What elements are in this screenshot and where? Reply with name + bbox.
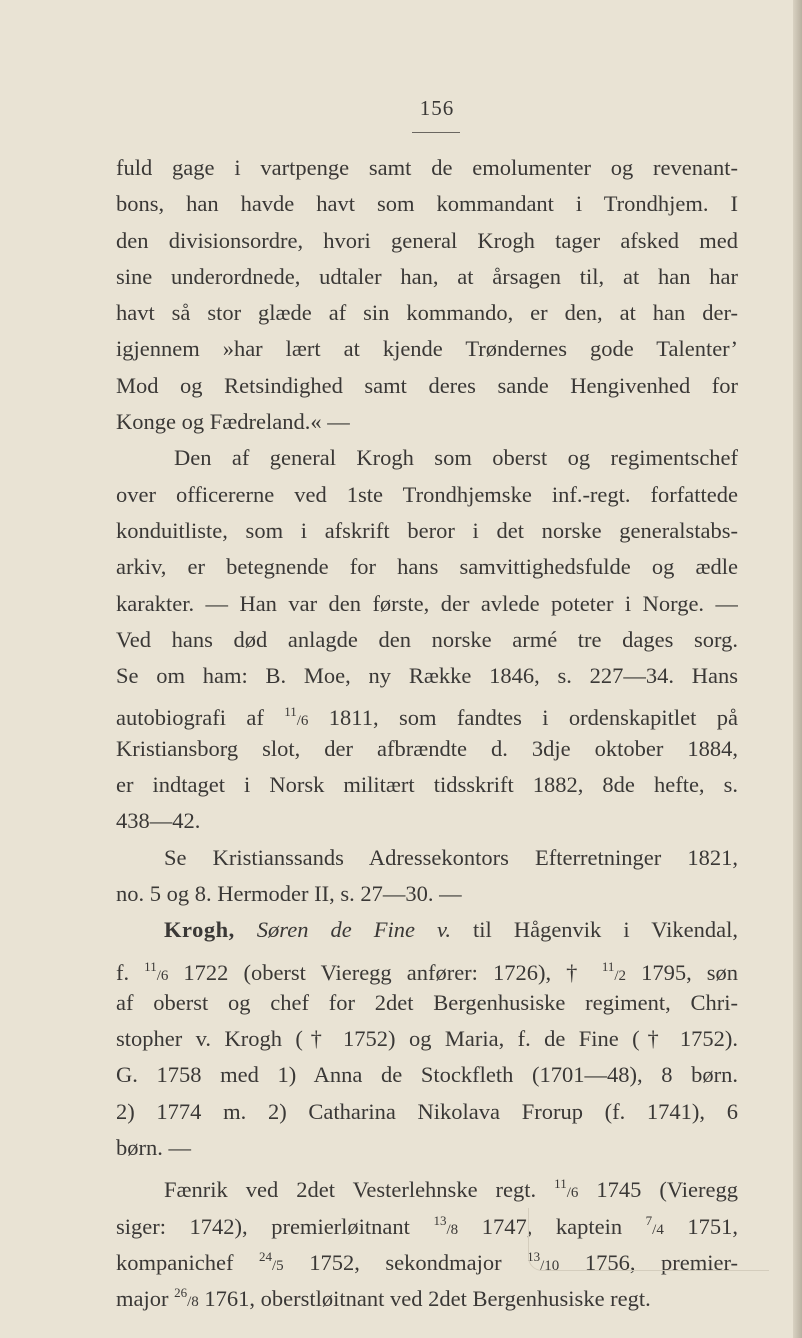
entry-full-name: Søren de Fine v. — [256, 917, 451, 943]
text-line: bons, han havde havt som kommandant i Trondhjem. I — [116, 191, 738, 217]
text-segment: 1751, — [663, 1213, 738, 1239]
page-edge — [793, 0, 802, 1338]
fraction-numerator: 11 — [601, 958, 615, 974]
text-line: stopher v. Krogh († 1752) og Maria, f. de Fine († 1752). — [116, 1026, 738, 1052]
text-line: over officererne ved 1ste Trondhjemske inf.-regt. forfattede — [116, 481, 738, 507]
text-line: børn. — — [116, 1135, 191, 1161]
fraction-numerator: 24 — [259, 1248, 272, 1264]
fraction-denominator: /6 — [566, 1185, 579, 1202]
text-line: havt så stor glæde af sin kommando, er den, at han der- — [116, 300, 738, 326]
text-segment: siger: 1742), premierløitnant — [116, 1213, 434, 1239]
fraction-numerator: 13 — [527, 1248, 541, 1264]
text-line: 2) 1774 m. 2) Catharina Nikolava Frorup (f. 1741), 6 — [116, 1098, 738, 1124]
text-segment: 1795, søn — [626, 959, 738, 985]
text-line: Den af general Krogh som oberst og regimentschef — [174, 445, 738, 471]
page-number: 156 — [419, 96, 455, 120]
fraction-denominator: /6 — [156, 967, 169, 984]
fraction-denominator: /8 — [187, 1294, 199, 1311]
fraction-numerator: 7 — [645, 1212, 653, 1228]
text-line — [116, 694, 738, 730]
fraction-denominator: /8 — [446, 1221, 459, 1238]
text-line: konduitliste, som i afskrift beror i det norske generalstabs- — [116, 517, 738, 543]
fraction-denominator: /2 — [614, 967, 627, 984]
text-segment: 1811, som fandtes i ordenskapitlet på — [308, 705, 738, 731]
text-segment: 1752, sekondmajor — [283, 1249, 528, 1275]
page-number-rule — [412, 132, 460, 133]
fraction-denominator: /5 — [272, 1257, 284, 1274]
fraction-numerator: 11 — [144, 958, 157, 974]
text-line: Se Kristianssands Adressekontors Efterretninger 1821, — [164, 844, 738, 870]
text-segment: til Hågenvik i Vikendal, — [473, 917, 738, 943]
text-segment: autobiografi af — [116, 705, 285, 731]
body-text — [116, 150, 738, 1312]
text-line: karakter. — Han var den første, der avlede poteter i Norge. — — [116, 590, 738, 616]
text-segment: 1756, premier- — [559, 1249, 738, 1275]
text-line: no. 5 og 8. Hermoder II, s. 27—30. — — [116, 880, 462, 906]
text-line: Kristiansborg slot, der afbrændte d. 3dje oktober 1884, — [116, 735, 738, 761]
text-line: 438—42. — [116, 808, 201, 834]
text-line — [116, 1275, 738, 1311]
fraction-numerator: 26 — [174, 1285, 188, 1301]
text-segment: kompanichef — [116, 1249, 259, 1275]
text-segment: 1745 (Vieregg — [578, 1177, 738, 1203]
text-segment: f. — [116, 959, 145, 985]
text-line: af oberst og chef for 2det Bergenhusiske regiment, Chri- — [116, 989, 738, 1015]
text-line: er indtaget i Norsk militært tidsskrift 1882, 8de hefte, s. — [116, 772, 738, 798]
fraction-denominator: /4 — [652, 1221, 664, 1238]
text-segment: major — [116, 1286, 175, 1312]
text-segment: 1747, kaptein — [458, 1213, 646, 1239]
fraction-numerator: 11 — [554, 1176, 567, 1192]
fraction-numerator: 11 — [284, 704, 297, 720]
text-segment: Fænrik ved 2det Vesterlehnske regt. — [164, 1177, 555, 1203]
fraction-denominator: /6 — [296, 713, 309, 730]
text-line: fuld gage i vartpenge samt de emolumenter og revenant- — [116, 155, 738, 180]
text-line: sine underordnede, udtaler han, at årsagen til, at han har — [116, 263, 738, 289]
text-line: Se om ham: B. Moe, ny Række 1846, s. 227—34. Hans — [116, 663, 738, 689]
text-segment: 1722 (oberst Vieregg anfører: 1726), † — [168, 959, 602, 985]
text-line: Ved hans død anlagde den norske armé tre dages sorg. — [116, 626, 738, 652]
text-line — [116, 912, 738, 948]
text-line — [116, 949, 738, 985]
fraction-denominator: /10 — [540, 1257, 560, 1274]
text-line: arkiv, er betegnende for hans samvittighedsfulde og ædle — [116, 554, 738, 580]
text-line: den divisionsordre, hvori general Krogh tager afsked med — [116, 227, 738, 253]
text-line: igjennem »har lært at kjende Trøndernes gode Talenter’ — [116, 336, 738, 362]
text-line: Konge og Fædreland.« — — [116, 409, 350, 435]
text-line: Mod og Retsindighed samt deres sande Hengivenhed for — [116, 372, 738, 398]
text-line: G. 1758 med 1) Anna de Stockfleth (1701—48), 8 børn. — [116, 1062, 738, 1088]
text-segment: 1761, oberstløitnant ved 2det Bergenhusiske regt. — [198, 1286, 651, 1312]
fraction-numerator: 13 — [433, 1212, 447, 1228]
paper-mark — [528, 1208, 769, 1271]
text-line — [116, 1166, 738, 1202]
entry-name: Krogh, — [164, 917, 235, 943]
